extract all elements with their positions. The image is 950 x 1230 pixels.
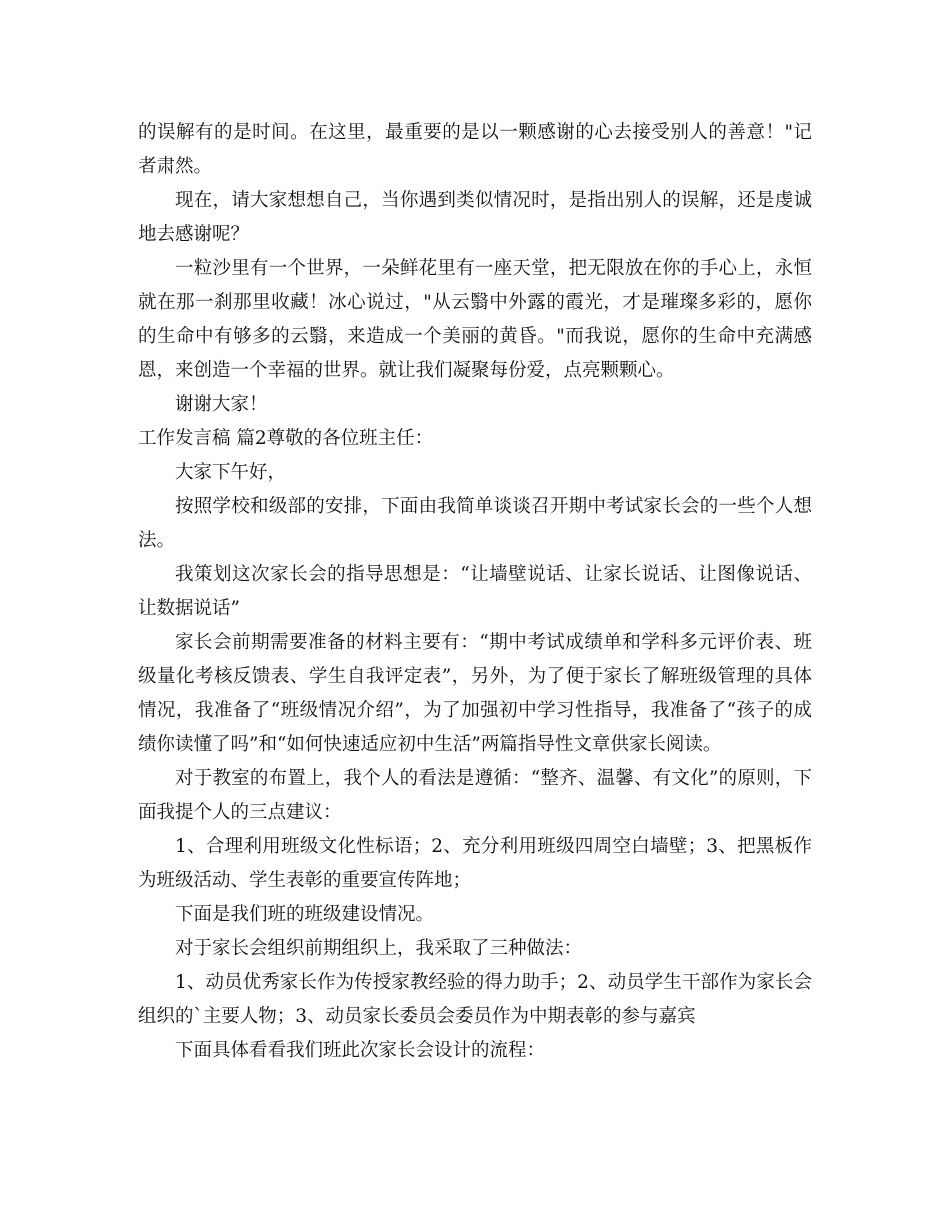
paragraph-10: 对于教室的布置上，我个人的看法是遵循：“整齐、温馨、有文化”的原则，下面我提个人的三点建议： — [138, 768, 812, 823]
paragraph-4: 谢谢大家！ — [175, 394, 268, 415]
paragraph-3: 一粒沙里有一个世界，一朵鲜花里有一座天堂，把无限放在你的手心上，永恒就在那一刹那里收藏！冰心说过，"从云翳中外露的霞光，才是璀璨多彩的，愿你的生命中有够多的云翳，来造成一个美丽的黄昏。"而我说，愿你的生命中充满感恩，来创造一个幸福的世界。就让我们凝聚每份爱，点亮颗颗心。 — [138, 258, 812, 381]
paragraph-1: 的误解有的是时间。在这里，最重要的是以一颗感谢的心去接受别人的善意！"记者肃然。 — [138, 122, 812, 177]
document-body — [138, 116, 812, 1068]
section-heading: 工作发言稿 篇2尊敬的各位班主任： — [138, 428, 434, 449]
paragraph-6: 大家下午好， — [175, 462, 287, 483]
paragraph-14: 1、动员优秀家长作为传授家教经验的得力助手；2、动员学生干部作为家长会组织的`主要人物；3、动员家长委员会委员作为中期表彰的参与嘉宾 — [138, 972, 812, 1027]
paragraph-12: 下面是我们班的班级建设情况。 — [175, 904, 435, 925]
paragraph-15: 下面具体看看我们班此次家长会设计的流程： — [175, 1040, 546, 1061]
paragraph-7: 按照学校和级部的安排，下面由我简单谈谈召开期中考试家长会的一些个人想法。 — [138, 496, 812, 551]
paragraph-13: 对于家长会组织前期组织上，我采取了三种做法： — [175, 938, 583, 959]
paragraph-11: 1、合理利用班级文化性标语；2、充分利用班级四周空白墙壁；3、把黑板作为班级活动、学生表彰的重要宣传阵地； — [138, 836, 812, 891]
paragraph-8: 我策划这次家长会的指导思想是：“让墙壁说话、让家长说话、让图像说话、让数据说话” — [138, 564, 812, 619]
paragraph-2: 现在，请大家想想自己，当你遇到类似情况时，是指出别人的误解，还是虔诚地去感谢呢？ — [138, 190, 812, 245]
paragraph-9: 家长会前期需要准备的材料主要有：“期中考试成绩单和学科多元评价表、班级量化考核反馈表、学生自我评定表”，另外，为了便于家长了解班级管理的具体情况，我准备了“班级情况介绍”，为了加强初中学习性指导，我准备了“孩子的成绩你读懂了吗”和“如何快速适应初中生活”两篇指导性文章供家长阅读。 — [138, 632, 812, 755]
